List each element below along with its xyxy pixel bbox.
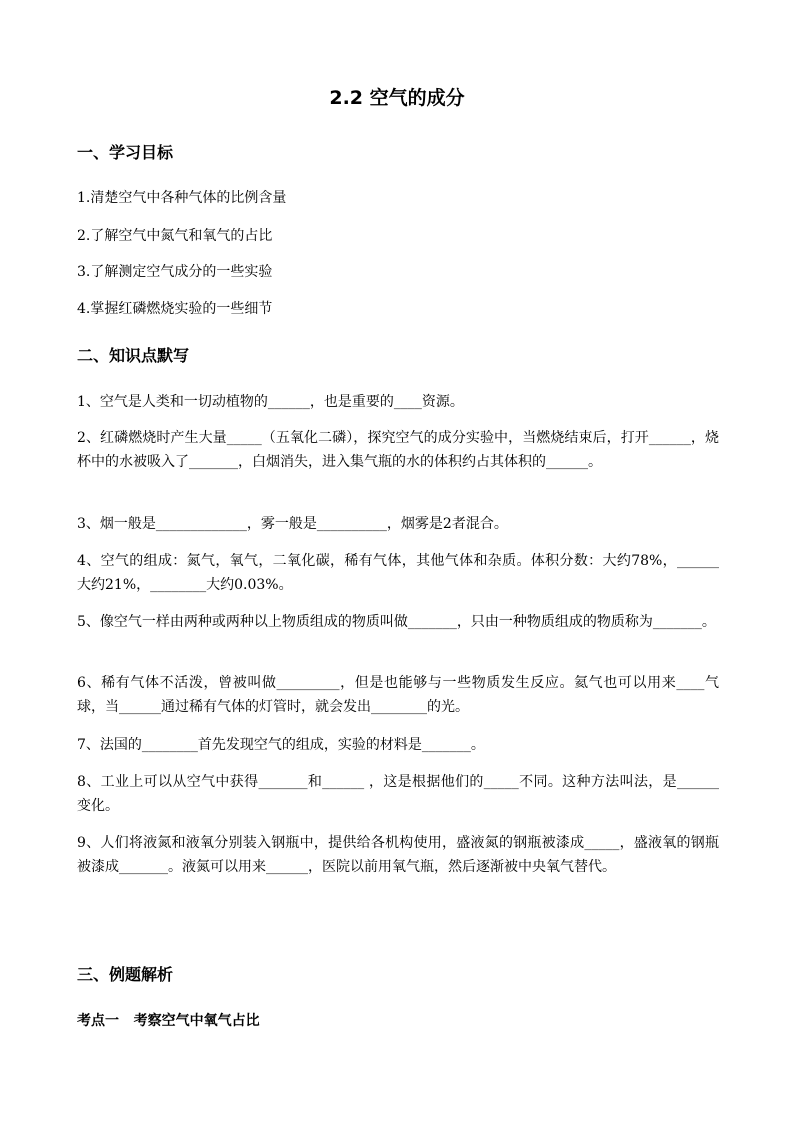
knowledge-item: 4、空气的组成：氮气，氧气，二氧化碳，稀有气体，其他气体和杂质。体积分数：大约78%，______大约21%，________大约0.03%。 [77,553,719,593]
section-heading-goals: 一、学习目标 [77,143,174,162]
goal-item: 3.了解测定空气成分的一些实验 [77,264,273,280]
knowledge-item: 5、像空气一样由两种或两种以上物质组成的物质叫做_______，只由一种物质组成的物质称为_______。 [77,614,716,630]
knowledge-item: 2、红磷燃烧时产生大量_____（五氧化二磷），探究空气的成分实验中，当燃烧结束后，打开______，烧杯中的水被吸入了_______，白烟消失，进入集气瓶的水的体积约占其体积的______。 [77,430,719,470]
exam-point-heading: 考点一 考察空气中氧气占比 [77,1013,260,1029]
goal-item: 4.掌握红磷燃烧实验的一些细节 [77,301,273,317]
knowledge-item: 7、法国的________首先发现空气的组成，实验的材料是_______。 [77,737,485,753]
page-title: 2.2 空气的成分 [329,87,465,109]
section-heading-knowledge: 二、知识点默写 [77,346,190,365]
goal-item: 1.清楚空气中各种气体的比例含量 [77,190,287,206]
goal-item: 2.了解空气中氮气和氧气的占比 [77,228,273,244]
knowledge-item: 9、人们将液氮和液氧分别装入钢瓶中，提供给各机构使用，盛液氮的钢瓶被漆成_____，盛液氧的钢瓶被漆成_______。液氮可以用来______，医院以前用氧气瓶，然后逐渐被中央氧气替代。 [77,835,719,875]
section-heading-examples: 三、例题解析 [77,965,174,984]
knowledge-item: 1、空气是人类和一切动植物的______，也是重要的____资源。 [77,394,464,410]
knowledge-item: 6、稀有气体不活泼，曾被叫做_________，但是也能够与一些物质发生反应。氦气也可以用来____气球，当______通过稀有气体的灯管时，就会发出________的光。 [77,675,719,715]
knowledge-item: 8、工业上可以从空气中获得_______和______ ，这是根据他们的_____不同。这种方法叫法，是______变化。 [77,774,719,814]
knowledge-item: 3、烟一般是_____________，雾一般是__________，烟雾是2者混合。 [77,516,508,532]
